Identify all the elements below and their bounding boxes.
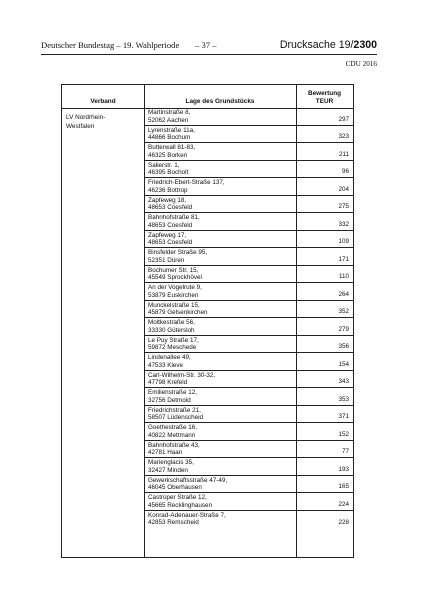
- city: 48653 Coesfeld: [148, 204, 193, 212]
- address-cell: [148, 372, 215, 387]
- verband-line1: LV Nordrhein-: [66, 114, 106, 121]
- city: 42781 Haan: [148, 449, 183, 457]
- address-cell: [148, 477, 227, 492]
- page-number: – 37 –: [195, 40, 217, 50]
- street: Konrad-Adenauer-Straße 7,: [148, 511, 226, 519]
- street: Zapfeweg 18,: [148, 196, 187, 204]
- city: 42853 Remscheid: [148, 519, 199, 527]
- city: 52351 Düren: [148, 256, 185, 264]
- city: 48653 Coesfeld: [148, 221, 193, 229]
- table-row: [144, 476, 353, 494]
- table-row: [144, 178, 353, 196]
- table-row: [144, 406, 353, 424]
- street: Lindenallee 49,: [148, 354, 191, 361]
- table-row: [144, 266, 353, 284]
- table-row: [144, 493, 353, 511]
- table-row: [144, 143, 353, 161]
- column-header-verband: Verband: [90, 98, 116, 105]
- city: 45879 Gelsenkirchen: [148, 309, 208, 317]
- street: Goethestraße 16,: [148, 424, 198, 431]
- property-table: [61, 84, 354, 558]
- address-cell: [148, 424, 197, 439]
- table-row: [144, 353, 353, 371]
- table-row: [144, 283, 353, 301]
- street: An der Vogelrute 9,: [148, 284, 202, 291]
- table-header: [62, 85, 353, 109]
- party-label: CDU 2016: [345, 60, 377, 68]
- valuation-cell: 96: [341, 168, 349, 176]
- valuation-cell: 343: [338, 378, 349, 386]
- street: Castroper Straße 12,: [148, 494, 207, 501]
- address-cell: [148, 407, 203, 422]
- page-header: [41, 40, 377, 55]
- valuation-cell: 154: [338, 360, 349, 368]
- address-cell: [148, 249, 207, 264]
- valuation-cell: 171: [338, 255, 349, 263]
- valuation-cell: 152: [338, 430, 349, 438]
- valuation-cell: 332: [338, 220, 349, 228]
- table-row: [144, 196, 353, 214]
- table-row: [144, 388, 353, 406]
- address-cell: [148, 232, 192, 247]
- verband-cell: [66, 114, 140, 131]
- document-number-bold: 2300: [353, 39, 377, 51]
- city: 52062 Aachen: [148, 116, 189, 124]
- street: Bochumer Str. 15,: [148, 266, 199, 274]
- column-header-lage: Lage des Grundstücks: [185, 98, 255, 105]
- address-cell: [148, 197, 192, 212]
- column-header-bewertung-line2: TEUR: [315, 97, 334, 105]
- city: 32427 Minden: [148, 466, 188, 474]
- table-row: [144, 336, 353, 354]
- street: Zapfeweg 17,: [148, 231, 187, 239]
- city: 46045 Oberhausen: [148, 484, 202, 492]
- column-header-bewertung: [296, 90, 353, 105]
- table-row: [144, 161, 353, 179]
- document-number: [280, 39, 377, 51]
- address-cell: [148, 319, 195, 334]
- address-cell: [148, 494, 212, 509]
- table-row: [144, 423, 353, 441]
- table-row: [144, 441, 353, 459]
- city: 47798 Krefeld: [148, 379, 188, 387]
- valuation-cell: 264: [338, 290, 349, 298]
- address-cell: [148, 302, 208, 317]
- address-cell: [148, 442, 200, 457]
- table-body: [144, 108, 353, 528]
- table-row: [144, 301, 353, 319]
- address-cell: [148, 179, 225, 194]
- street: Le Puy Straße 17,: [148, 336, 199, 344]
- address-cell: [148, 512, 226, 527]
- table-row: [144, 108, 353, 126]
- city: 44866 Bochum: [148, 134, 191, 142]
- city: 46236 Bottrop: [148, 186, 188, 194]
- city: 46395 Bocholt: [148, 169, 189, 177]
- valuation-cell: 193: [338, 465, 349, 473]
- address-cell: [148, 337, 199, 352]
- address-cell: [148, 459, 194, 474]
- valuation-cell: 109: [338, 238, 349, 246]
- address-cell: [148, 162, 188, 177]
- city: 47533 Kleve: [148, 361, 184, 369]
- verband-line2: Westfalen: [66, 122, 95, 130]
- column-header-bewertung-line1: Bewertung: [307, 90, 342, 97]
- street: Binsfelder Straße 95,: [148, 249, 208, 256]
- address-cell: [148, 214, 200, 229]
- street: Friedrich-Ebert-Straße 137,: [148, 179, 225, 186]
- valuation-cell: 110: [338, 273, 349, 281]
- document-number-prefix: Drucksache 19/: [279, 39, 354, 51]
- city: 48653 Coesfeld: [148, 239, 193, 247]
- address-cell: [148, 267, 202, 282]
- address-cell: [148, 389, 197, 404]
- street: Moltkestraße 56,: [148, 319, 195, 326]
- table-row: [144, 511, 353, 529]
- valuation-cell: 371: [338, 413, 349, 421]
- valuation-cell: 352: [338, 308, 349, 316]
- street: Emilienstraße 12,: [148, 389, 197, 396]
- street: Carl-Wilhelm-Str. 30-32,: [148, 371, 216, 379]
- city: 58507 Lüdenscheid: [148, 414, 203, 422]
- street: Butterwall 81-83,: [148, 144, 196, 151]
- valuation-cell: 77: [341, 448, 349, 456]
- address-cell: [148, 109, 190, 124]
- address-cell: [148, 354, 191, 369]
- city: 59872 Meschede: [148, 344, 197, 352]
- publication-title: Deutscher Bundestag – 19. Wahlperiode: [41, 40, 180, 50]
- valuation-cell: 211: [338, 150, 349, 158]
- valuation-cell: 224: [338, 500, 349, 508]
- valuation-cell: 204: [338, 185, 349, 193]
- city: 46325 Borken: [148, 151, 188, 159]
- street: Salierstr. 1,: [148, 161, 180, 169]
- table-row: [144, 371, 353, 389]
- street: Marienglacis 35,: [148, 459, 194, 466]
- city: 32756 Detmold: [148, 396, 191, 404]
- table-row: [144, 213, 353, 231]
- city: 33330 Gütersloh: [148, 326, 195, 334]
- street: Friedrichstraße 21,: [148, 406, 201, 414]
- street: Lyrenstraße 11a,: [148, 126, 195, 134]
- city: 45549 Sprockhövel: [148, 274, 202, 282]
- city: 40822 Mettmann: [148, 431, 196, 439]
- valuation-cell: 228: [338, 519, 349, 527]
- city: 53879 Euskirchen: [148, 291, 199, 299]
- address-cell: [148, 127, 195, 142]
- street: Bahnhofstraße 81,: [148, 214, 200, 221]
- street: Bahnhofstraße 43,: [148, 441, 200, 449]
- city: 45665 Recklinghausen: [148, 501, 213, 509]
- table-row: [144, 126, 353, 144]
- valuation-cell: 279: [338, 325, 349, 333]
- valuation-cell: 356: [338, 343, 349, 351]
- address-cell: [148, 144, 195, 159]
- valuation-cell: 323: [338, 133, 349, 141]
- address-cell: [148, 284, 202, 299]
- street: Martinstraße 8,: [148, 109, 191, 116]
- table-row: [144, 318, 353, 336]
- valuation-cell: 275: [338, 203, 349, 211]
- valuation-cell: 165: [338, 483, 349, 491]
- street: Gewerkschaftsstraße 47-49,: [148, 476, 228, 484]
- table-row: [144, 231, 353, 249]
- table-row: [144, 458, 353, 476]
- table-row: [144, 248, 353, 266]
- valuation-cell: 297: [338, 115, 349, 123]
- valuation-cell: 353: [338, 395, 349, 403]
- street: Munckelstraße 15,: [148, 301, 200, 309]
